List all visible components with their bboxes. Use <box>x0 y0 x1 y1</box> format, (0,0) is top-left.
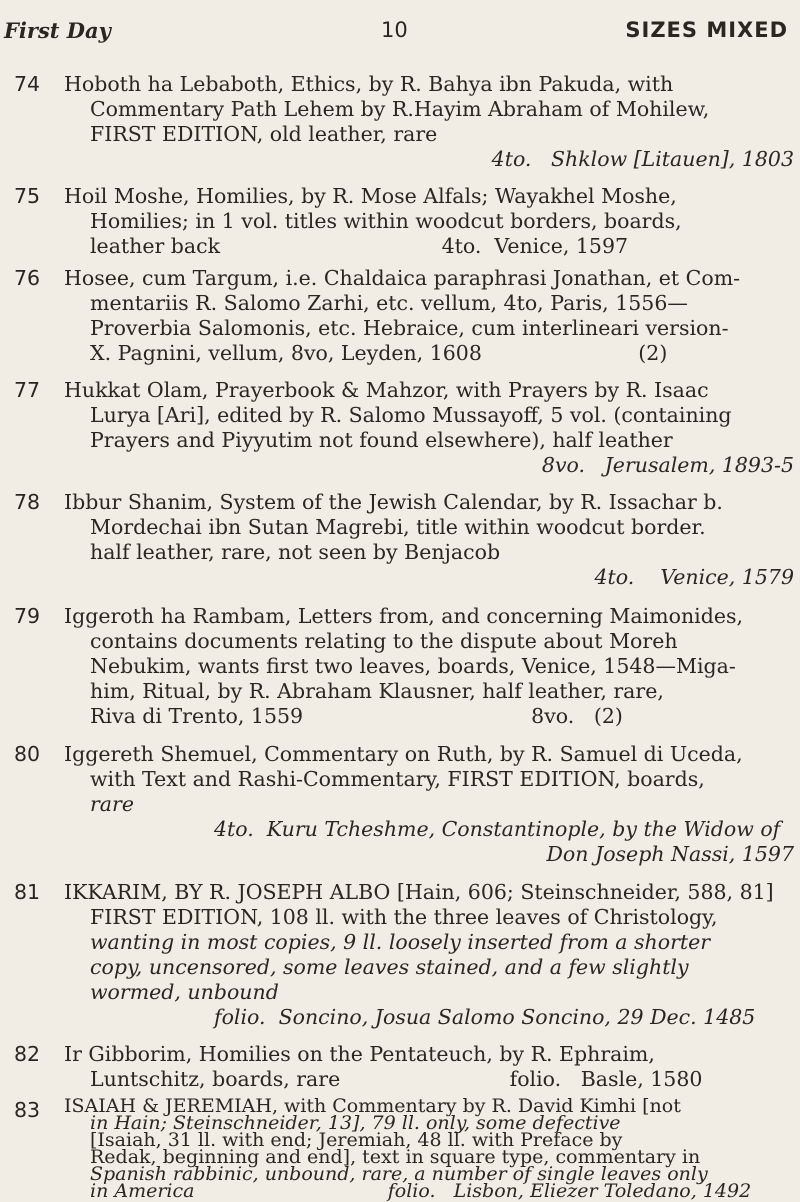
entry-text <box>64 742 794 867</box>
lot-number: 74 <box>14 72 41 96</box>
entry-imprint: 4to. Shklow [Litauen], 1803 <box>491 147 794 171</box>
entry-line: Mordechai ibn Sutan Magrebi, title within woodcut border. <box>90 515 706 539</box>
entry-line: Iggeroth ha Rambam, Letters from, and concerning Maimonides, <box>64 604 743 628</box>
header-day-title: First Day <box>4 18 111 43</box>
lot-number: 82 <box>14 1042 41 1066</box>
entry-line: copy, uncensored, some leaves stained, and a few slightly <box>90 955 689 979</box>
entry-line: wormed, unbound <box>90 980 279 1004</box>
entry-line: contains documents relating to the dispute about Moreh <box>90 629 678 653</box>
entry-text <box>64 184 794 259</box>
entry-line: FIRST EDITION, old leather, rare <box>90 122 438 146</box>
header-section-title: SIZES MIXED <box>625 18 788 42</box>
entry-line: Riva di Trento, 1559 8vo. (2) <box>90 704 623 728</box>
entry-text <box>64 1042 794 1092</box>
entry-line: in America folio. Lisbon, Eliezer Toledano, 1492 <box>90 1180 752 1202</box>
entry-line: leather back 4to. Venice, 1597 <box>90 234 629 258</box>
entry-line: Hukkat Olam, Prayerbook & Mahzor, with Prayers by R. Isaac <box>64 378 709 402</box>
entry-line: [Isaiah, 31 ll. with end; Jeremiah, 48 ll. with Preface by <box>90 1129 623 1151</box>
entry-line: Hosee, cum Targum, i.e. Chaldaica paraphrasi Jonathan, et Com- <box>64 266 741 290</box>
entry-text <box>64 1095 794 1202</box>
entry-line: with Text and Rashi-Commentary, FIRST EDITION, boards, <box>90 767 705 791</box>
entry-text <box>64 604 794 729</box>
entry-line: Proverbia Salomonis, etc. Hebraice, cum interlineari version- <box>90 316 729 340</box>
page-number: 10 <box>381 18 408 42</box>
lot-number: 78 <box>14 490 41 514</box>
entry-line: Hoboth ha Lebaboth, Ethics, by R. Bahya ibn Pakuda, with <box>64 72 674 96</box>
lot-number: 81 <box>14 880 41 904</box>
entry-line: ISAIAH & JEREMIAH, with Commentary by R. David Kimhi [not <box>64 1095 681 1117</box>
entry-line: FIRST EDITION, 108 ll. with the three leaves of Christology, <box>90 905 718 929</box>
entry-line: Commentary Path Lehem by R.Hayim Abraham of Mohilew, <box>90 97 710 121</box>
lot-number: 75 <box>14 184 41 208</box>
entry-line: Ir Gibborim, Homilies on the Pentateuch, by R. Ephraim, <box>64 1042 655 1066</box>
entry-line: mentariis R. Salomo Zarhi, etc. vellum, 4to, Paris, 1556— <box>90 291 688 315</box>
entry-line: half leather, rare, not seen by Benjacob <box>90 540 501 564</box>
entry-line: in Hain; Steinschneider, 13], 79 ll. only, some defective <box>90 1112 621 1134</box>
entry-line: Iggereth Shemuel, Commentary on Ruth, by R. Samuel di Uceda, <box>64 742 743 766</box>
entry-imprint: 8vo. Jerusalem, 1893-5 <box>541 453 794 477</box>
entry-line: folio. Soncino, Josua Salomo Soncino, 29 Dec. 1485 <box>214 1005 756 1029</box>
entry-text <box>64 266 794 366</box>
entry-line: IKKARIM, BY R. JOSEPH ALBO [Hain, 606; Steinschneider, 588, 81] <box>64 880 774 904</box>
entry-line: 4to. Kuru Tcheshme, Constantinople, by the Widow of <box>214 817 781 841</box>
lot-number: 80 <box>14 742 41 766</box>
entry-line: wanting in most copies, 9 ll. loosely inserted from a shorter <box>90 930 711 954</box>
entry-line: Nebukim, wants first two leaves, boards, Venice, 1548—Miga- <box>90 654 736 678</box>
entry-text <box>64 490 794 590</box>
entry-line: rare <box>90 792 134 816</box>
entry-line: Hoil Moshe, Homilies, by R. Mose Alfals; Wayakhel Moshe, <box>64 184 677 208</box>
entry-imprint: 4to. Venice, 1579 <box>594 565 794 589</box>
entry-line: Spanish rabbinic, unbound, rare, a number of single leaves only <box>90 1163 708 1185</box>
entry-line: Prayers and Piyyutim not found elsewhere), half leather <box>90 428 673 452</box>
entry-line: Lurya [Ari], edited by R. Salomo Mussayoff, 5 vol. (containing <box>90 403 732 427</box>
lot-number: 77 <box>14 378 41 402</box>
lot-number: 83 <box>14 1098 41 1122</box>
entry-text <box>64 880 794 1030</box>
entry-line: X. Pagnini, vellum, 8vo, Leyden, 1608 (2) <box>90 341 668 365</box>
entry-line: Luntschitz, boards, rare folio. Basle, 1580 <box>90 1067 703 1091</box>
entry-text <box>64 72 794 172</box>
entry-imprint: Don Joseph Nassi, 1597 <box>546 842 794 866</box>
entry-text <box>64 378 794 478</box>
entry-line: Redak, beginning and end], text in square type, commentary in <box>90 1146 701 1168</box>
entry-line: Ibbur Shanim, System of the Jewish Calendar, by R. Issachar b. <box>64 490 723 514</box>
lot-number: 76 <box>14 266 41 290</box>
page-header <box>0 0 800 60</box>
entry-line: him, Ritual, by R. Abraham Klausner, half leather, rare, <box>90 679 664 703</box>
entry-line: Homilies; in 1 vol. titles within woodcut borders, boards, <box>90 209 682 233</box>
lot-number: 79 <box>14 604 41 628</box>
